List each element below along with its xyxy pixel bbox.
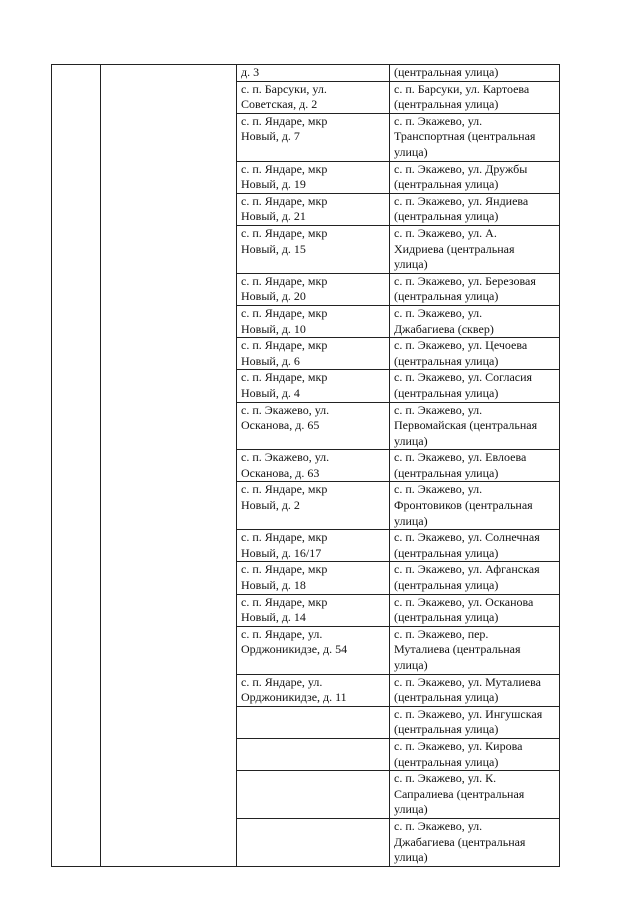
from-address-cell: с. п. Яндаре, мкр Новый, д. 20 xyxy=(237,273,390,305)
from-address-cell: с. п. Яндаре, мкр Новый, д. 4 xyxy=(237,370,390,402)
from-address-cell xyxy=(237,771,390,819)
from-address-cell: с. п. Барсуки, ул. Советская, д. 2 xyxy=(237,81,390,113)
name-column-cell xyxy=(101,65,237,867)
to-address-cell: с. п. Экажево, ул. Джабагиева (сквер) xyxy=(390,305,560,337)
number-column-cell xyxy=(52,65,101,867)
to-address-cell: с. п. Экажево, ул. А. Хидриева (центральная улица) xyxy=(390,225,560,273)
from-address-cell: с. п. Яндаре, мкр Новый, д. 10 xyxy=(237,305,390,337)
to-address-cell: с. п. Экажево, ул. К. Сапралиева (центральная улица) xyxy=(390,771,560,819)
from-address-cell: с. п. Экажево, ул. Осканова, д. 65 xyxy=(237,402,390,450)
to-address-cell: с. п. Экажево, ул. Яндиева (центральная улица) xyxy=(390,193,560,225)
to-address-cell: с. п. Экажево, ул. Евлоева (центральная улица) xyxy=(390,450,560,482)
address-table xyxy=(51,64,560,867)
from-address-cell: с. п. Яндаре, мкр Новый, д. 6 xyxy=(237,338,390,370)
to-address-cell: с. п. Экажево, ул. Солнечная (центральная улица) xyxy=(390,530,560,562)
to-address-cell: с. п. Экажево, ул. Березовая (центральная улица) xyxy=(390,273,560,305)
from-address-cell: с. п. Яндаре, мкр Новый, д. 7 xyxy=(237,113,390,161)
to-address-cell: с. п. Барсуки, ул. Картоева (центральная улица) xyxy=(390,81,560,113)
to-address-cell: с. п. Экажево, ул. Осканова (центральная улица) xyxy=(390,594,560,626)
to-address-cell: с. п. Экажево, ул. Муталиева (центральная улица) xyxy=(390,674,560,706)
to-address-cell: с. п. Экажево, ул. Кирова (центральная улица) xyxy=(390,739,560,771)
from-address-cell: д. 3 xyxy=(237,65,390,82)
to-address-cell: с. п. Экажево, ул. Дружбы (центральная улица) xyxy=(390,161,560,193)
to-address-cell: с. п. Экажево, ул. Согласия (центральная улица) xyxy=(390,370,560,402)
from-address-cell: с. п. Яндаре, мкр Новый, д. 2 xyxy=(237,482,390,530)
address-table-body xyxy=(52,65,560,867)
from-address-cell: с. п. Яндаре, ул. Орджоникидзе, д. 11 xyxy=(237,674,390,706)
to-address-cell: с. п. Экажево, ул. Афганская (центральная улица) xyxy=(390,562,560,594)
to-address-cell: с. п. Экажево, ул. Первомайская (центральная улица) xyxy=(390,402,560,450)
from-address-cell: с. п. Яндаре, ул. Орджоникидзе, д. 54 xyxy=(237,626,390,674)
from-address-cell: с. п. Яндаре, мкр Новый, д. 16/17 xyxy=(237,530,390,562)
from-address-cell: с. п. Яндаре, мкр Новый, д. 15 xyxy=(237,225,390,273)
from-address-cell: с. п. Яндаре, мкр Новый, д. 18 xyxy=(237,562,390,594)
from-address-cell xyxy=(237,706,390,738)
to-address-cell: с. п. Экажево, ул. Цечоева (центральная улица) xyxy=(390,338,560,370)
from-address-cell: с. п. Яндаре, мкр Новый, д. 21 xyxy=(237,193,390,225)
to-address-cell: с. п. Экажево, ул. Ингушская (центральная улица) xyxy=(390,706,560,738)
to-address-cell: с. п. Экажево, пер. Муталиева (центральная улица) xyxy=(390,626,560,674)
to-address-cell: (центральная улица) xyxy=(390,65,560,82)
from-address-cell: с. п. Яндаре, мкр Новый, д. 14 xyxy=(237,594,390,626)
from-address-cell: с. п. Экажево, ул. Осканова, д. 63 xyxy=(237,450,390,482)
to-address-cell: с. п. Экажево, ул. Джабагиева (центральная улица) xyxy=(390,819,560,867)
table-row xyxy=(52,65,560,82)
to-address-cell: с. п. Экажево, ул. Транспортная (центральная улица) xyxy=(390,113,560,161)
to-address-cell: с. п. Экажево, ул. Фронтовиков (центральная улица) xyxy=(390,482,560,530)
from-address-cell: с. п. Яндаре, мкр Новый, д. 19 xyxy=(237,161,390,193)
from-address-cell xyxy=(237,739,390,771)
from-address-cell xyxy=(237,819,390,867)
